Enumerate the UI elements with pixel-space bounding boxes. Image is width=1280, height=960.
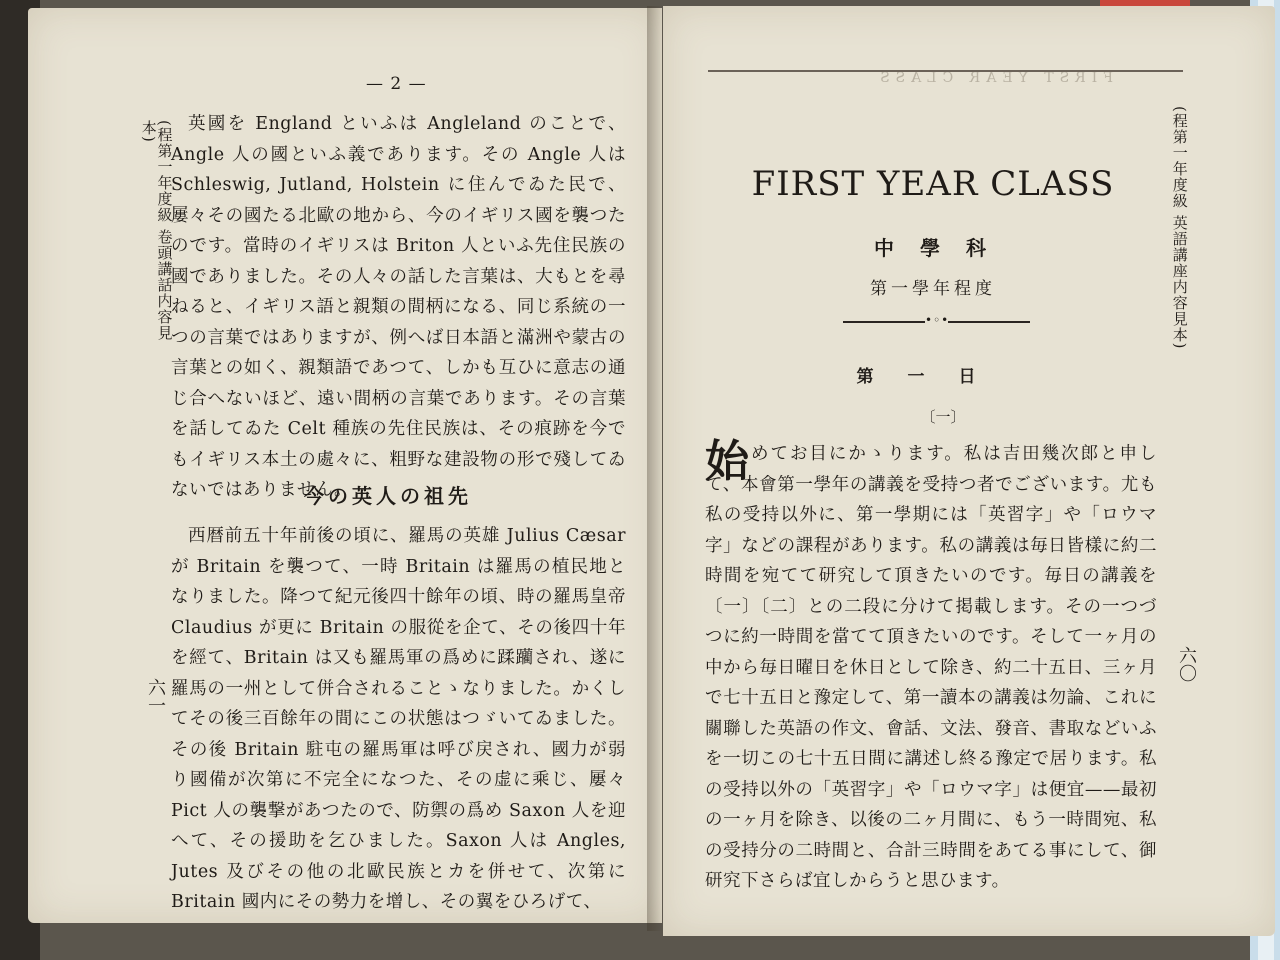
right-side-page-number: 六〇 (1176, 646, 1197, 682)
ornament-dots: •◦• (925, 313, 950, 327)
day-title: 第一日 (856, 367, 1010, 387)
show-through-header: FIRST YEAR CLASS (874, 70, 1113, 86)
book-gutter (647, 6, 663, 931)
left-side-note: (程第一年度級 卷頭講話内容見本) (139, 120, 174, 341)
left-page (28, 8, 662, 923)
section-number: 〔一〕 (920, 408, 966, 426)
left-paragraph-2: 西暦前五十年前後の頃に、羅馬の英雄 Julius Cæsar が Britain を襲つて、一時 Britain は羅馬の植民地となりました。降つて紀元後四十餘年の頃、時の羅馬皇帝 Claudius が更に Britain の服從を企て、その後四十年を經て、Britain は又も羅馬軍の爲めに蹂躪され、遂に羅馬の一州として併合されることゝなりました。かくしてその後三百餘年の間にこの状態はつゞいてゐました。その後 Britain 駐屯の羅馬軍は呼び戻され、國力が弱り國備が次第に不完全になつた、その虚に乘じ、屢々 Pict 人の襲撃があつたので、防禦の爲め Saxon 人を迎へて、その援助を乞ひました。Saxon 人は Angles, Jutes 及びその他の北歐民族とカを併せて、次第に Britain 國内にその勢力を增し、その翼をひろげて、 (171, 526, 626, 912)
left-page-number: — 2 — (366, 74, 427, 94)
header-rule (708, 70, 1183, 72)
page-subtitle-2: 第一學年程度 (870, 279, 996, 299)
page-subtitle: 中學科 (874, 236, 1012, 260)
left-side-page-number: 六一 (145, 678, 166, 714)
right-side-note: (程第一年度級 英語講座内容見本) (1170, 106, 1189, 350)
page-title: FIRST YEAR CLASS (751, 164, 1115, 204)
right-page (663, 6, 1275, 936)
right-body-text: めてお目にかゝります。私は吉田幾次郎と申して、本會第一學年の講義を受持つ者でございます。尤も私の受持以外に、第一學期には「英習字」や「ロウマ字」などの課程があります。私の講義は毎日皆樣に約二時間を宛てて研究して頂きたいのです。毎日の講義を〔一〕〔二〕との二段に分けて掲載します。その一つづつに約一時間を當てて頂きたいのです。そして一ヶ月の中から毎日曜日を休日として除き、約二十五日、三ヶ月で七十五日と豫定して、第一讀本の講義は勿論、これに關聯した英語の作文、會話、文法、發音、書取などいふを一切この七十五日間に講述し終る豫定で居ります。私の受持以外の「英習字」や「ロウマ字」は便宜——最初の一ヶ月を除き、以後の二ヶ月間に、もう一時間宛、私の受持分の二時間と、合計三時間をあてる事にして、御研究下さらば宜しからうと思ひます。 (705, 444, 1157, 891)
drop-cap: 始 (705, 436, 749, 487)
ornament-rule-right (948, 321, 1030, 323)
ornament-rule-left (843, 321, 925, 323)
left-section-heading: 今の英人の祖先 (304, 484, 472, 508)
left-paragraph-1: 英國を England といふは Angleland のことで、Angle 人の國といふ義であります。その Angle 人は Schleswig, Jutland, Holstein に住んでゐた民で、屢々その國たる北歐の地から、今のイギリス國を襲つたのです。當時のイギリスは Briton 人といふ先住民族の國でありました。その人々の話した言葉は、大もとを尋ねると、イギリス語と親類の間柄になる、同じ系統の一つの言葉ではありますが、例へば日本語と滿洲や蒙古の言葉との如く、親類語であつて、しかも互ひに意志の通じ合へないほど、遠い間柄の言葉であります。その言葉を話してゐた Celt 種族の先住民族は、その痕跡を今でもイギリス本土の處々に、粗野な建設物の形で殘してゐないではありません。 (171, 114, 626, 500)
